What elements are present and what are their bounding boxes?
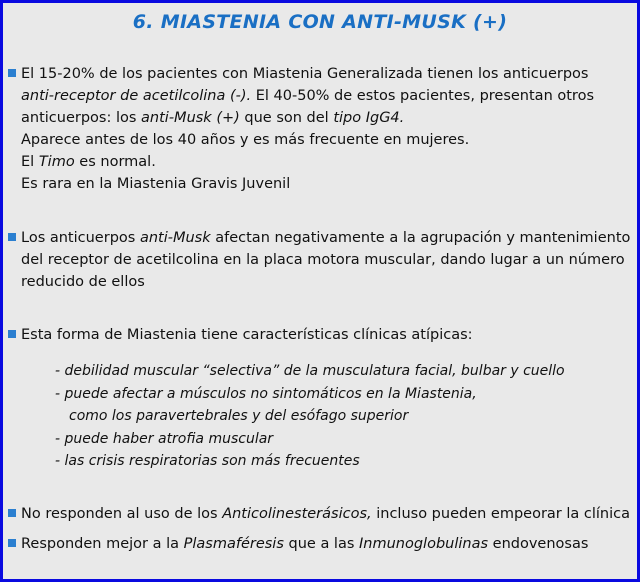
section-clinical-intro: [8, 324, 633, 346]
text: incluso pueden empeorar la clínica: [371, 506, 631, 522]
text: que a las: [283, 536, 360, 552]
text: del receptor de acetilcolina en la placa motora muscular, dando lugar a un número: [21, 252, 625, 268]
slide: [3, 3, 637, 579]
slide-title: 6. MIASTENIA CON ANTI-MUSK (+): [132, 11, 508, 33]
italic-term: anti-Musk: [139, 230, 211, 246]
text: El: [21, 154, 39, 170]
text: anticuerpos: los: [21, 110, 142, 126]
text: endovenosas: [488, 536, 589, 552]
italic-term: Anticolinesterásicos,: [222, 506, 372, 522]
square-bullet-icon: [8, 233, 16, 241]
text: reducido de ellos: [21, 274, 145, 290]
section-prevalence: [8, 63, 633, 195]
italic-term: Inmunoglobulinas: [359, 536, 489, 552]
text: Es rara en la Miastenia Gravis Juvenil: [21, 176, 291, 192]
text: Esta forma de Miastenia tiene características clínicas atípicas:: [21, 327, 473, 343]
square-bullet-icon: [8, 330, 16, 338]
italic-term: anti-Musk (+): [141, 110, 240, 126]
text: que son del: [239, 110, 334, 126]
list-item: - las crisis respiratorias son más frecuentes: [55, 453, 360, 469]
text: No responden al uso de los: [21, 506, 223, 522]
text: es normal.: [74, 154, 156, 170]
text: El 15-20% de los pacientes con Miastenia Generalizada tienen los anticuerpos: [21, 66, 589, 82]
square-bullet-icon: [8, 69, 16, 77]
text: afectan negativamente a la agrupación y mantenimiento: [210, 230, 631, 246]
text: Responden mejor a la: [21, 536, 184, 552]
list-item: - puede haber atrofia muscular: [55, 430, 274, 447]
text: Aparece antes de los 40 años y es más frecuente en mujeres.: [21, 132, 470, 148]
square-bullet-icon: [8, 509, 16, 517]
square-bullet-icon: [8, 539, 16, 547]
section-treatment: [8, 533, 633, 555]
clinical-features-list: [55, 360, 565, 473]
italic-term: Timo: [38, 154, 75, 170]
section-anticholinesterase: [8, 503, 633, 525]
italic-term: Plasmaféresis: [183, 536, 284, 552]
italic-term: tipo IgG4.: [333, 110, 405, 126]
list-item: - puede afectar a músculos no sintomáticos en la Miastenia,: [55, 385, 477, 402]
text: Los anticuerpos: [21, 230, 140, 246]
italic-term: anti-receptor de acetilcolina (-).: [21, 88, 252, 104]
section-mechanism: [8, 227, 633, 293]
list-item: - debilidad muscular “selectiva” de la musculatura facial, bulbar y cuello: [55, 363, 565, 379]
list-item: como los paravertebrales y del esófago superior: [69, 408, 409, 424]
text: El 40-50% de estos pacientes, presentan otros: [251, 88, 594, 104]
